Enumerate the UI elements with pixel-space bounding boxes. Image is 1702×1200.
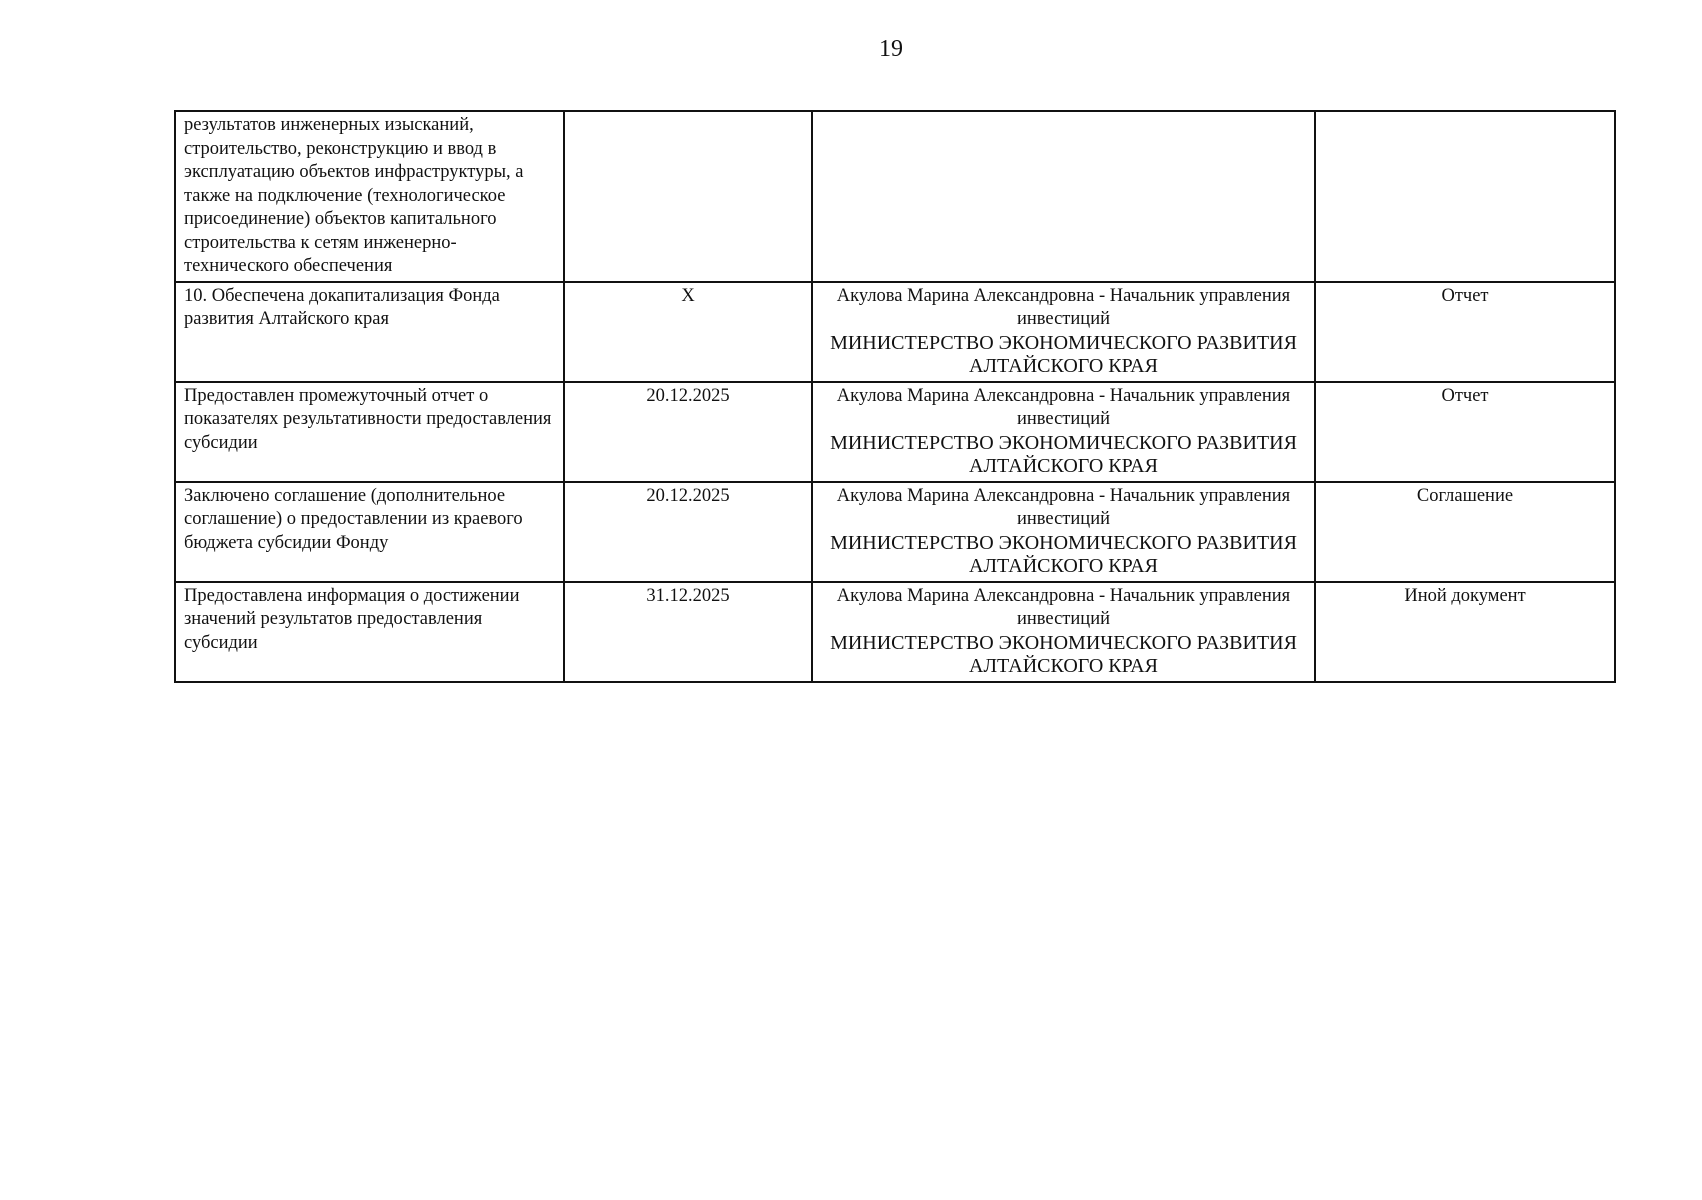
responsible-person: Акулова Марина Александровна - Начальник управления инвестиций <box>836 585 1291 629</box>
table-row <box>175 282 1615 382</box>
responsible-person: Акулова Марина Александровна - Начальник управления инвестиций <box>836 385 1291 429</box>
table-row <box>175 111 1615 282</box>
control-points-table <box>174 110 1616 683</box>
description-cell: Предоставлена информация о достижении значений результатов предоставления субсидии <box>175 582 564 682</box>
responsible-cell <box>812 382 1315 482</box>
document-type-cell: Отчет <box>1315 382 1615 482</box>
document-type-cell: Иной документ <box>1315 582 1615 682</box>
page-number <box>0 36 1702 63</box>
date-cell: 20.12.2025 <box>564 382 812 482</box>
document-type-cell: Отчет <box>1315 282 1615 382</box>
responsible-org: МИНИСТЕРСТВО ЭКОНОМИЧЕСКОГО РАЗВИТИЯ АЛТАЙСКОГО КРАЯ <box>830 331 1297 377</box>
document-type-cell <box>1315 111 1615 282</box>
description-cell: Заключено соглашение (дополнительное соглашение) о предоставлении из краевого бюджета субсидии Фонду <box>175 482 564 582</box>
table-row <box>175 582 1615 682</box>
responsible-org: МИНИСТЕРСТВО ЭКОНОМИЧЕСКОГО РАЗВИТИЯ АЛТАЙСКОГО КРАЯ <box>830 431 1297 477</box>
responsible-org: МИНИСТЕРСТВО ЭКОНОМИЧЕСКОГО РАЗВИТИЯ АЛТАЙСКОГО КРАЯ <box>830 531 1297 577</box>
responsible-cell <box>812 482 1315 582</box>
responsible-org: МИНИСТЕРСТВО ЭКОНОМИЧЕСКОГО РАЗВИТИЯ АЛТАЙСКОГО КРАЯ <box>830 631 1297 677</box>
date-cell: 31.12.2025 <box>564 582 812 682</box>
document-type-cell: Соглашение <box>1315 482 1615 582</box>
responsible-person: Акулова Марина Александровна - Начальник управления инвестиций <box>836 285 1291 329</box>
description-cell: результатов инженерных изысканий, строительство, реконструкцию и ввод в эксплуатацию объектов инфраструктуры, а также на подключение (технологическое присоединение) объектов капитального строительства к сетям инженерно-технического обеспечения <box>175 111 564 282</box>
responsible-cell <box>812 582 1315 682</box>
responsible-cell <box>812 282 1315 382</box>
date-cell <box>564 111 812 282</box>
description-cell: 10. Обеспечена докапитализация Фонда развития Алтайского края <box>175 282 564 382</box>
date-cell: X <box>564 282 812 382</box>
responsible-cell <box>812 111 1315 282</box>
responsible-person: Акулова Марина Александровна - Начальник управления инвестиций <box>836 485 1291 529</box>
description-cell: Предоставлен промежуточный отчет о показателях результативности предоставления субсидии <box>175 382 564 482</box>
table-row <box>175 482 1615 582</box>
table-row <box>175 382 1615 482</box>
date-cell: 20.12.2025 <box>564 482 812 582</box>
page-number-text: 19 <box>879 36 903 62</box>
